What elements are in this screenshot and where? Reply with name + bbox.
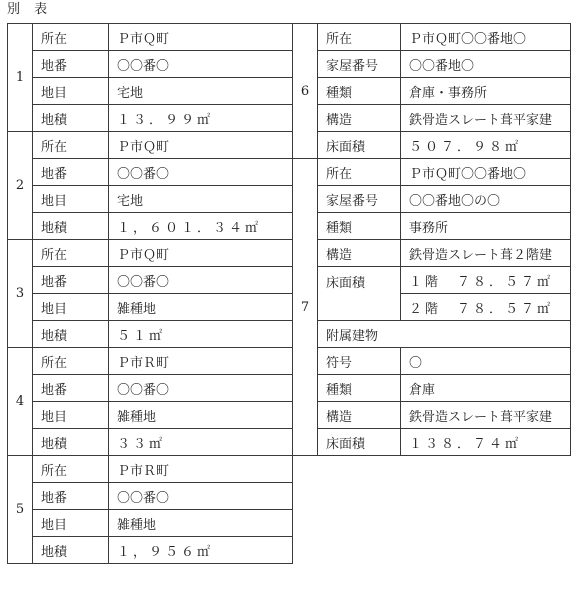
row-value: 倉庫・事務所 <box>401 78 571 105</box>
table-row <box>8 267 293 294</box>
row-label: 種類 <box>318 78 401 105</box>
table-row <box>293 321 571 348</box>
table-row <box>293 348 571 375</box>
table-row <box>8 483 293 510</box>
row-label: 所在 <box>318 24 401 51</box>
annex-heading: 附属建物 <box>318 321 571 348</box>
row-value: Ｐ市Ｑ町 <box>109 240 293 267</box>
row-value: 〇 <box>401 348 571 375</box>
table-row <box>293 78 571 105</box>
table-row <box>8 510 293 537</box>
row-label: 地積 <box>33 429 109 456</box>
row-value: １３．９９㎡ <box>109 105 293 132</box>
group-number: 7 <box>293 159 318 456</box>
row-value: 倉庫 <box>401 375 571 402</box>
row-value: 雑種地 <box>109 402 293 429</box>
row-value: １階 ７８．５７㎡ <box>401 267 571 294</box>
table-row <box>8 537 293 564</box>
table-row <box>8 24 293 51</box>
row-value: Ｐ市Ｒ町 <box>109 456 293 483</box>
table-row <box>293 24 571 51</box>
row-value: １，９５６㎡ <box>109 537 293 564</box>
row-value: ５１㎡ <box>109 321 293 348</box>
group-number: 4 <box>8 348 33 456</box>
row-label: 構造 <box>318 105 401 132</box>
row-label: 地目 <box>33 402 109 429</box>
row-label: 構造 <box>318 240 401 267</box>
row-value: 〇〇番〇 <box>109 159 293 186</box>
group-number: 2 <box>8 132 33 240</box>
row-label: 家屋番号 <box>318 186 401 213</box>
row-label: 地番 <box>33 483 109 510</box>
table-row <box>8 375 293 402</box>
row-value: １，６０１．３４㎡ <box>109 213 293 240</box>
row-label: 種類 <box>318 375 401 402</box>
table-row <box>8 294 293 321</box>
row-label: 床面積 <box>318 132 401 159</box>
table-row <box>8 159 293 186</box>
row-label: 所在 <box>33 240 109 267</box>
table-row <box>8 78 293 105</box>
row-value: 宅地 <box>109 186 293 213</box>
row-value: Ｐ市Ｑ町 <box>109 24 293 51</box>
row-value: Ｐ市Ｑ町 <box>109 132 293 159</box>
row-value: 事務所 <box>401 213 571 240</box>
row-label: 地番 <box>33 159 109 186</box>
table-row <box>8 213 293 240</box>
building-table <box>292 23 571 456</box>
row-value: 鉄骨造スレート葺２階建 <box>401 240 571 267</box>
row-label: 地番 <box>33 375 109 402</box>
row-label: 符号 <box>318 348 401 375</box>
row-value: 〇〇番〇 <box>109 483 293 510</box>
row-label: 地積 <box>33 321 109 348</box>
row-value: 雑種地 <box>109 294 293 321</box>
row-value: ２階 ７８．５７㎡ <box>401 294 571 321</box>
row-value: 〇〇番〇 <box>109 375 293 402</box>
row-label: 所在 <box>33 456 109 483</box>
row-label: 地目 <box>33 510 109 537</box>
group-number: 1 <box>8 24 33 132</box>
row-label: 地目 <box>33 78 109 105</box>
row-value: Ｐ市Ｑ町〇〇番地〇 <box>401 159 571 186</box>
group-number: 5 <box>8 456 33 564</box>
table-row <box>293 240 571 267</box>
table-row <box>293 375 571 402</box>
row-value: 宅地 <box>109 78 293 105</box>
row-label: 構造 <box>318 402 401 429</box>
row-label: 家屋番号 <box>318 51 401 78</box>
table-row <box>293 429 571 456</box>
row-value: 雑種地 <box>109 510 293 537</box>
table-row <box>8 429 293 456</box>
table-row <box>293 213 571 240</box>
table-row <box>8 132 293 159</box>
row-label: 床面積 <box>318 267 401 321</box>
row-label: 地番 <box>33 267 109 294</box>
table-row <box>8 51 293 78</box>
land-table <box>7 23 293 564</box>
table-row <box>8 105 293 132</box>
row-label: 床面積 <box>318 429 401 456</box>
table-row <box>293 267 571 294</box>
row-value: Ｐ市Ｒ町 <box>109 348 293 375</box>
row-label: 種類 <box>318 213 401 240</box>
table-row <box>293 51 571 78</box>
table-caption: 別 表 <box>7 2 53 17</box>
table-row <box>8 348 293 375</box>
row-value: 〇〇番〇 <box>109 267 293 294</box>
row-label: 地番 <box>33 51 109 78</box>
row-value: １３８．７４㎡ <box>401 429 571 456</box>
table-row <box>293 159 571 186</box>
row-value: 〇〇番地〇の〇 <box>401 186 571 213</box>
row-value: ５０７．９８㎡ <box>401 132 571 159</box>
table-row <box>8 186 293 213</box>
group-number: 3 <box>8 240 33 348</box>
table-row <box>8 321 293 348</box>
row-value: 〇〇番〇 <box>109 51 293 78</box>
table-row <box>293 402 571 429</box>
row-label: 地積 <box>33 537 109 564</box>
table-row <box>8 456 293 483</box>
group-number: 6 <box>293 24 318 159</box>
row-label: 地積 <box>33 213 109 240</box>
table-row <box>293 105 571 132</box>
row-label: 地目 <box>33 186 109 213</box>
row-label: 所在 <box>33 132 109 159</box>
table-row <box>8 240 293 267</box>
row-label: 地目 <box>33 294 109 321</box>
row-value: Ｐ市Ｑ町〇〇番地〇 <box>401 24 571 51</box>
table-row <box>293 132 571 159</box>
row-label: 所在 <box>318 159 401 186</box>
row-value: 〇〇番地〇 <box>401 51 571 78</box>
table-row <box>293 186 571 213</box>
row-value: 鉄骨造スレート葺平家建 <box>401 105 571 132</box>
row-label: 所在 <box>33 348 109 375</box>
row-label: 所在 <box>33 24 109 51</box>
row-value: ３３㎡ <box>109 429 293 456</box>
row-value: 鉄骨造スレート葺平家建 <box>401 402 571 429</box>
row-label: 地積 <box>33 105 109 132</box>
table-row <box>8 402 293 429</box>
